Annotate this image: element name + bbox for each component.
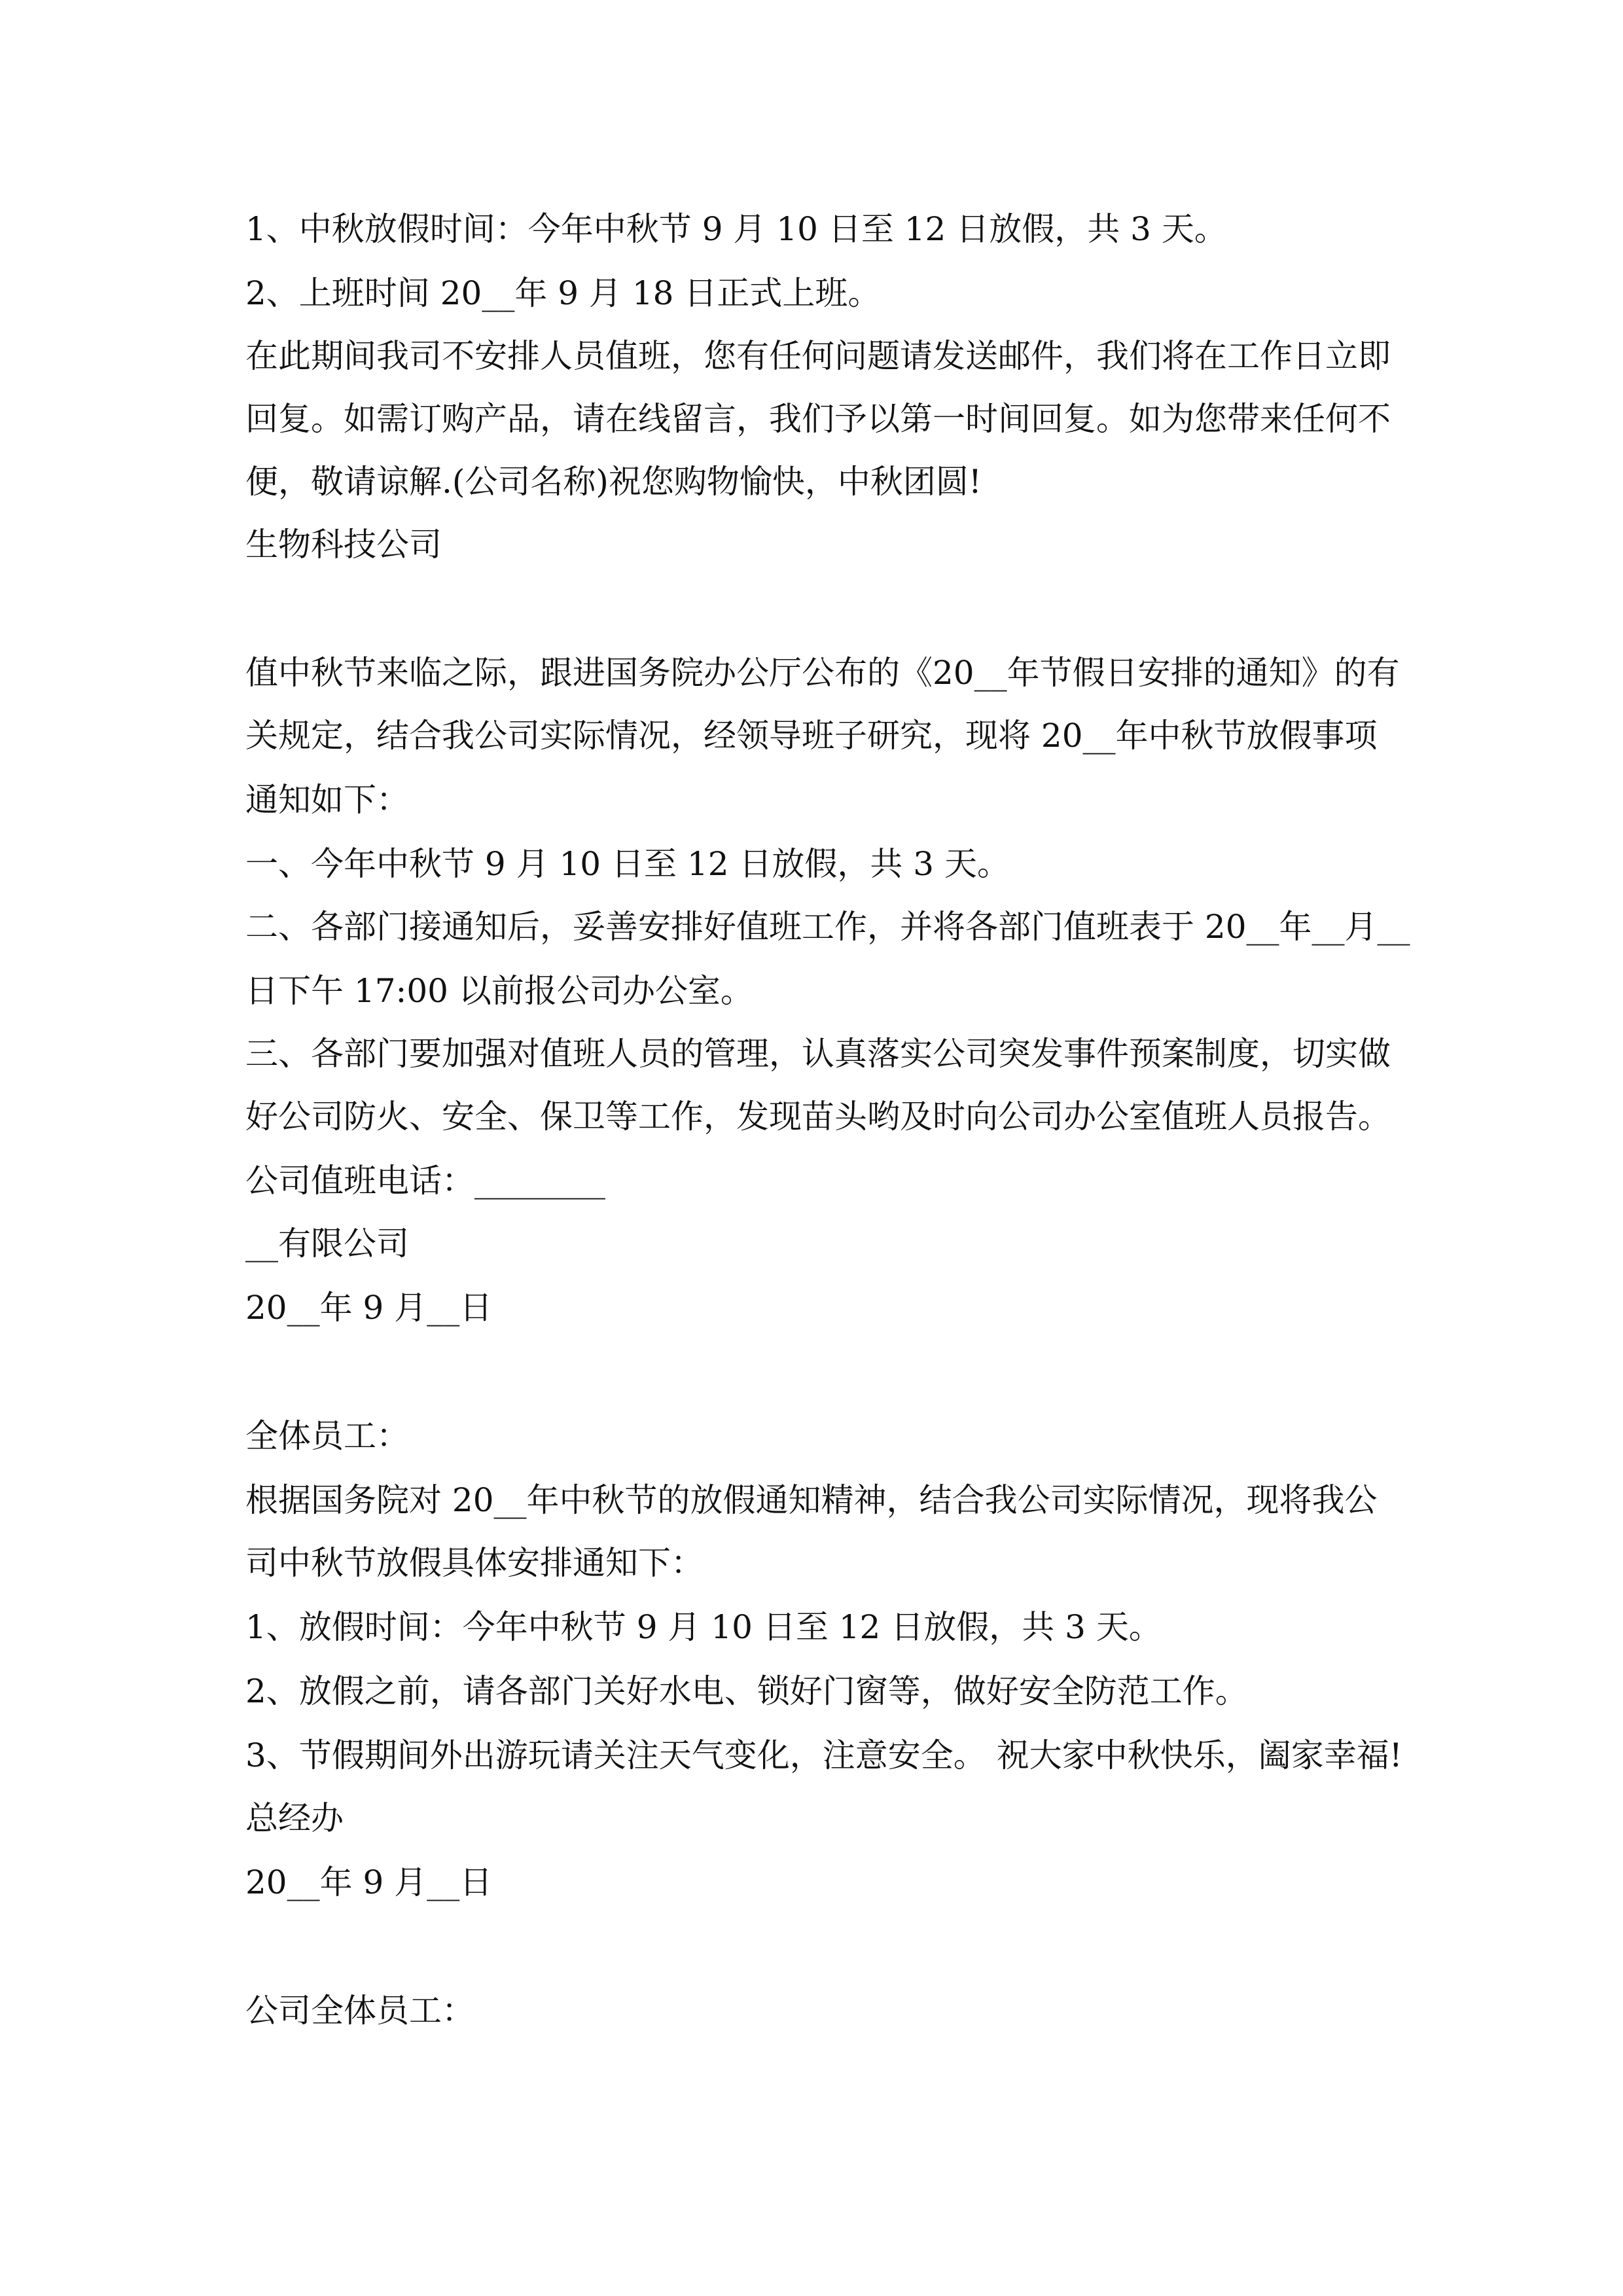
signature-company: 生物科技公司 — [245, 526, 442, 564]
list-item: 一、今年中秋节 9 月 10 日至 12 日放假，共 3 天。 — [245, 845, 1010, 883]
holiday-time-line: 1、中秋放假时间：今年中秋节 9 月 10 日至 12 日放假，共 3 天。 — [245, 210, 1227, 248]
paragraph-line: 值中秋节来临之际，跟进国务院办公厅公布的《20__年节假日安排的通知》的有 — [245, 654, 1400, 692]
list-item: 好公司防火、安全、保卫等工作，发现苗头哟及时向公司办公室值班人员报告。 — [245, 1098, 1391, 1136]
paragraph-line: 通知如下： — [245, 781, 409, 819]
signature-date: 20__年 9 月__日 — [245, 1289, 493, 1327]
list-item: 3、节假期间外出游玩请关注天气变化，注意安全。 祝大家中秋快乐，阖家幸福! — [245, 1736, 1402, 1774]
list-item: 三、各部门要加强对值班人员的管理，认真落实公司突发事件预案制度，切实做 — [245, 1035, 1391, 1073]
list-item: 1、放假时间：今年中秋节 9 月 10 日至 12 日放假，共 3 天。 — [245, 1608, 1162, 1646]
work-resume-line: 2、上班时间 20__年 9 月 18 日正式上班。 — [245, 274, 881, 312]
signature-date: 20__年 9 月__日 — [245, 1863, 493, 1901]
paragraph-line: 司中秋节放假具体安排通知下： — [245, 1544, 704, 1582]
signature-company: __有限公司 — [245, 1225, 409, 1263]
salutation: 全体员工： — [245, 1417, 409, 1455]
salutation: 公司全体员工： — [245, 1992, 474, 2030]
list-item: 日下午 17:00 以前报公司办公室。 — [245, 972, 753, 1010]
paragraph-line: 便，敬请谅解.(公司名称)祝您购物愉快，中秋团圆! — [245, 463, 982, 501]
list-item: 2、放假之前，请各部门关好水电、锁好门窗等，做好安全防范工作。 — [245, 1672, 1248, 1710]
paragraph-line: 关规定，结合我公司实际情况，经领导班子研究，现将 20__年中秋节放假事项 — [245, 717, 1378, 755]
list-item: 二、各部门接通知后，妥善安排好值班工作，并将各部门值班表于 20__年__月__ — [245, 908, 1410, 946]
paragraph-line: 在此期间我司不安排人员值班，您有任何问题请发送邮件，我们将在工作日立即 — [245, 337, 1391, 375]
paragraph-line: 回复。如需订购产品，请在线留言，我们予以第一时间回复。如为您带来任何不 — [245, 400, 1391, 438]
signature-office: 总经办 — [245, 1799, 344, 1837]
paragraph-line: 根据国务院对 20__年中秋节的放假通知精神，结合我公司实际情况，现将我公 — [245, 1481, 1378, 1519]
duty-phone-line: 公司值班电话：________ — [245, 1162, 605, 1200]
